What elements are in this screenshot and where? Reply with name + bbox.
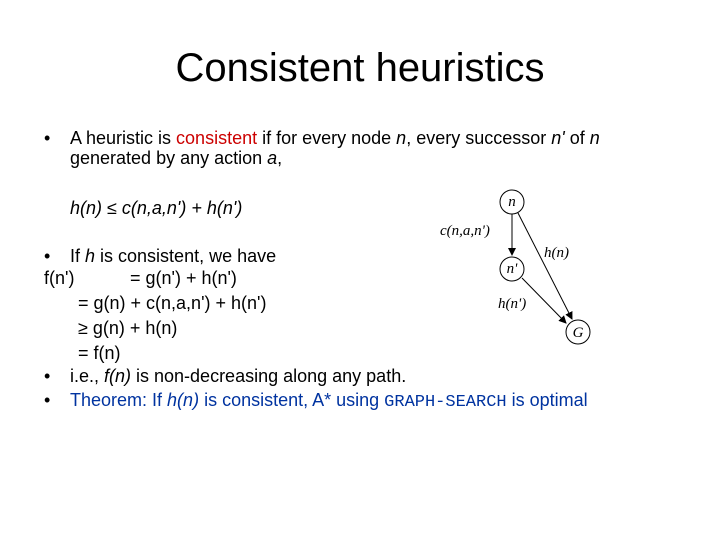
bullet-2-line [70, 246, 276, 266]
var-fn: f(n) [104, 366, 132, 386]
hn-prime-label: h(n') [498, 296, 527, 312]
bullet-1-text-c: , every successor [406, 128, 552, 148]
bullet-3-text-b: is non-decreasing along any path. [131, 366, 407, 386]
derivation-line-1: = g(n') + h(n') [130, 268, 237, 288]
var-hn: h(n) [167, 390, 200, 410]
node-n-label: n [508, 194, 516, 210]
bullet-1-text-f: , [277, 148, 283, 168]
theorem-label: Theorem [70, 390, 143, 410]
node-g-label: G [572, 325, 584, 341]
var-n: n [396, 128, 407, 148]
bullet-4-line [70, 390, 588, 413]
bullet-1-text-e: generated by any action [70, 148, 268, 168]
bullet-4-text-c: is optimal [506, 390, 588, 410]
var-a: a [267, 148, 278, 168]
hn-label: h(n) [544, 245, 569, 261]
var-h: h [85, 246, 96, 266]
cost-label: c(n,a,n') [440, 223, 490, 239]
bullet-marker-1: • [44, 128, 51, 148]
bullet-1-text-a: A heuristic is [70, 128, 177, 148]
bullet-2-text-a: If [70, 246, 86, 266]
bullet-marker-3: • [44, 366, 51, 386]
edge-n-prime-to-g [522, 278, 566, 323]
bullet-1-line-1 [70, 128, 600, 148]
node-n-prime-label: n' [506, 261, 518, 277]
bullet-marker-2: • [44, 246, 51, 266]
bullet-4-text-a: : If [142, 390, 168, 410]
derivation-line-3: ≥ g(n) + h(n) [78, 318, 178, 338]
bullet-1-line-2 [70, 148, 282, 168]
bullet-1-text-b: if for every node [257, 128, 397, 148]
derivation-line-2: = g(n) + c(n,a,n') + h(n') [78, 293, 267, 313]
bullet-1-text-d: of [564, 128, 590, 148]
consistent-highlight: consistent [176, 128, 258, 148]
graph-search-code: GRAPH-SEARCH [384, 393, 507, 412]
var-n-prime: n' [551, 128, 565, 148]
var-n-2: n [589, 128, 600, 148]
triangle-inequality-diagram [436, 185, 596, 350]
derivation-lhs: f(n') [44, 268, 75, 288]
consistency-formula: h(n) ≤ c(n,a,n') + h(n') [70, 198, 243, 218]
page-title: Consistent heuristics [175, 46, 545, 90]
bullet-2-text-b: is consistent, we have [95, 246, 277, 266]
bullet-3-line [70, 366, 406, 386]
derivation-line-4: = f(n) [78, 343, 121, 363]
bullet-4-text-b: is consistent, A* using [199, 390, 385, 410]
bullet-marker-4: • [44, 390, 51, 410]
bullet-3-text-a: i.e., [70, 366, 105, 386]
